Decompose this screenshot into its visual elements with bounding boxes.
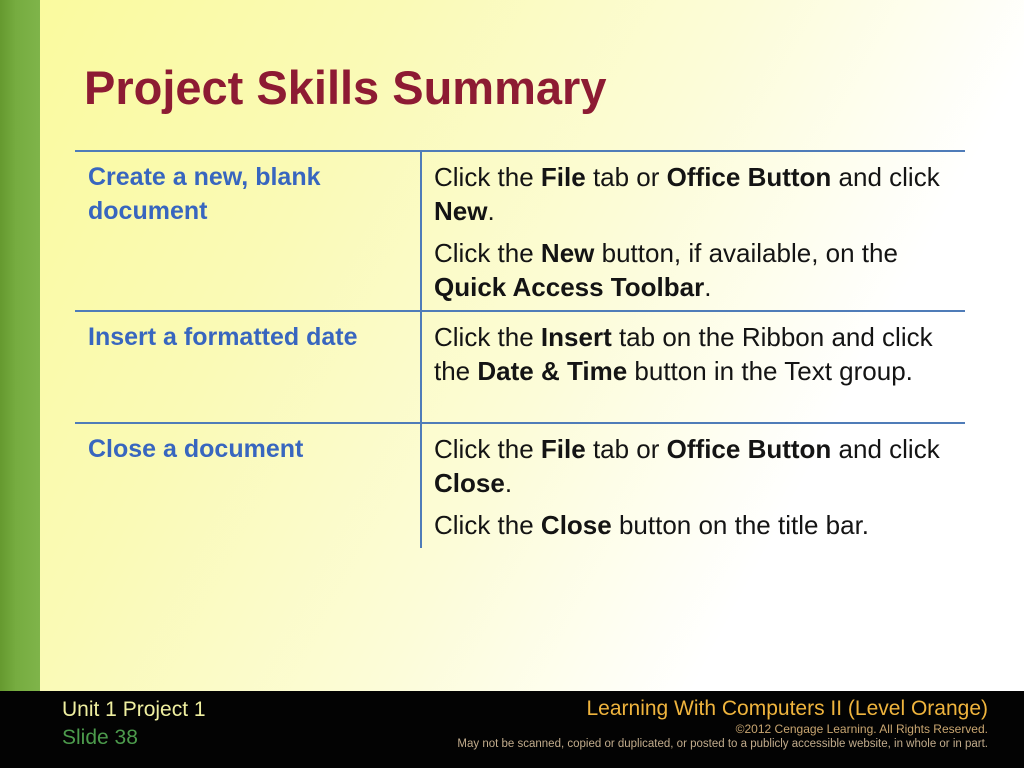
skill-steps-cell: [420, 152, 965, 310]
footer-slide-number: Slide 38: [62, 726, 138, 749]
footer-copyright: ©2012 Cengage Learning. All Rights Reserved.: [735, 722, 988, 736]
green-accent-bar: [0, 0, 40, 691]
skills-table: [75, 150, 965, 548]
skill-name-cell: Close a document: [88, 435, 304, 463]
table-row: [75, 312, 965, 424]
footer: [0, 691, 1024, 768]
footer-unit-label: Unit 1 Project 1: [62, 698, 206, 721]
skill-name-cell: Create a new, blank document: [88, 163, 321, 225]
step-paragraph: Click the Insert tab on the Ribbon and click the Date & Time button in the Text group.: [434, 322, 933, 386]
skill-steps-cell: [420, 312, 965, 422]
page-title: Project Skills Summary: [84, 61, 607, 114]
footer-disclaimer: May not be scanned, copied or duplicated, or posted to a publicly accessible website, in whole or in part.: [457, 738, 988, 750]
footer-right-block: [457, 695, 988, 752]
skill-name-cell: Insert a formatted date: [88, 323, 358, 351]
step-paragraph: Click the New button, if available, on the Quick Access Toolbar.: [434, 238, 898, 302]
skill-steps-cell: [420, 424, 965, 548]
table-row: [75, 424, 965, 548]
step-paragraph: Click the File tab or Office Button and click New.: [434, 162, 940, 226]
step-paragraph: Click the Close button on the title bar.: [434, 510, 870, 540]
step-paragraph: Click the File tab or Office Button and click Close.: [434, 434, 940, 498]
table-row: [75, 152, 965, 312]
footer-left-block: [62, 696, 206, 752]
footer-book-title: Learning With Computers II (Level Orange): [586, 697, 988, 720]
